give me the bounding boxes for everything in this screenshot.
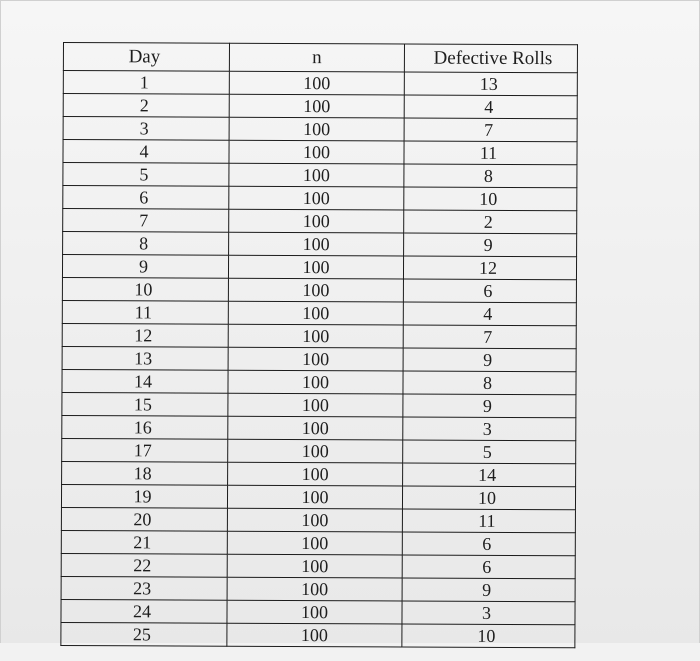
cell-day-value: 14 [133, 371, 153, 392]
cell-defective-rolls-value: 4 [484, 96, 494, 117]
cell-day-value: 13 [134, 348, 153, 369]
cell-defective-rolls-value: 9 [483, 349, 493, 370]
cell-n-value: 100 [301, 395, 329, 416]
cell-n [229, 232, 404, 256]
table-row [63, 140, 577, 165]
cell-day-value: 16 [133, 417, 152, 438]
table-row [61, 484, 575, 509]
cell-defective-rolls [403, 256, 576, 280]
cell-defective-rolls-value: 9 [482, 579, 492, 600]
column-header-defective-rolls-label: Defective Rolls [433, 47, 553, 69]
cell-n-value: 100 [300, 625, 328, 646]
table-row [61, 530, 575, 555]
cell-defective-rolls-value: 6 [482, 556, 492, 577]
cell-n [227, 531, 402, 555]
cell-day-value: 17 [133, 440, 152, 461]
cell-n-value: 100 [302, 349, 330, 370]
column-header-n [229, 43, 404, 72]
cell-day-value: 7 [139, 210, 149, 231]
cell-defective-rolls [402, 624, 575, 648]
cell-defective-rolls [402, 601, 575, 625]
table-row [63, 209, 577, 234]
table-row [63, 94, 577, 119]
cell-n [229, 140, 404, 164]
cell-defective-rolls [403, 417, 576, 441]
cell-n-value: 100 [302, 142, 331, 163]
cell-defective-rolls [403, 279, 576, 303]
table-header [63, 43, 577, 73]
cell-defective-rolls-value: 7 [483, 326, 493, 347]
cell-day [61, 484, 227, 508]
cell-day-value: 24 [132, 601, 152, 622]
cell-n-value: 100 [301, 372, 330, 393]
cell-defective-rolls [404, 233, 577, 257]
cell-n [228, 416, 403, 440]
table-row [61, 599, 575, 624]
cell-day-value: 3 [139, 118, 149, 139]
table-body [61, 71, 578, 648]
cell-n-value: 100 [300, 602, 329, 623]
cell-n [229, 94, 404, 118]
cell-defective-rolls [403, 394, 576, 418]
cell-defective-rolls [403, 302, 576, 326]
table-row [61, 507, 575, 532]
cell-defective-rolls-value: 3 [481, 602, 492, 623]
cell-n [228, 324, 403, 348]
cell-defective-rolls [404, 72, 577, 96]
cell-defective-rolls-value: 6 [483, 280, 493, 301]
cell-n-value: 100 [302, 211, 330, 232]
cell-day [62, 415, 228, 439]
cell-n-value: 100 [301, 533, 329, 554]
cell-defective-rolls [404, 210, 577, 234]
cell-day [61, 553, 227, 577]
cell-day [63, 163, 229, 187]
table-row [61, 622, 575, 647]
table-row [62, 369, 576, 394]
cell-day-value: 19 [133, 486, 152, 507]
table-row [63, 163, 577, 188]
cell-day [63, 71, 229, 95]
cell-day [63, 94, 229, 118]
cell-defective-rolls [402, 532, 575, 556]
table-row [62, 255, 576, 280]
cell-n-value: 100 [301, 556, 329, 577]
cell-defective-rolls [403, 463, 576, 487]
cell-day [62, 255, 228, 279]
cell-n-value: 100 [302, 303, 330, 324]
cell-defective-rolls-value: 4 [483, 303, 493, 324]
column-header-n-label: n [312, 46, 322, 68]
cell-n [227, 508, 402, 532]
cell-day-value: 9 [138, 256, 149, 277]
table-row [62, 461, 576, 486]
cell-n-value: 100 [302, 257, 330, 278]
cell-defective-rolls-value: 9 [482, 395, 492, 416]
cell-n [229, 117, 404, 141]
cell-n-value: 100 [301, 510, 329, 531]
table-row [62, 392, 576, 417]
cell-n-value: 100 [302, 280, 330, 301]
cell-day-value: 23 [133, 578, 152, 599]
cell-n-value: 100 [301, 418, 329, 439]
cell-defective-rolls [402, 578, 575, 602]
cell-n-value: 100 [303, 119, 331, 140]
cell-n [229, 209, 404, 233]
table-row [62, 415, 576, 440]
cell-day [61, 622, 227, 646]
cell-n-value: 100 [301, 464, 329, 485]
cell-day [62, 300, 228, 324]
cell-day [62, 369, 228, 393]
cell-n [227, 600, 402, 624]
cell-defective-rolls [404, 164, 577, 188]
cell-defective-rolls-value: 10 [477, 625, 496, 646]
cell-defective-rolls [402, 555, 575, 579]
cell-n-value: 100 [303, 96, 331, 117]
cell-defective-rolls-value: 8 [483, 165, 493, 186]
cell-day-value: 22 [133, 555, 152, 576]
cell-defective-rolls-value: 14 [478, 464, 497, 485]
cell-defective-rolls-value: 11 [479, 142, 498, 163]
table-row [63, 117, 577, 142]
cell-defective-rolls [404, 118, 577, 142]
cell-day-value: 20 [133, 509, 152, 530]
cell-day [62, 392, 228, 416]
cell-defective-rolls-value: 10 [479, 188, 498, 209]
cell-day [62, 346, 228, 370]
cell-n-value: 100 [302, 165, 330, 186]
cell-day-value: 25 [132, 624, 151, 645]
cell-defective-rolls [403, 348, 576, 372]
cell-defective-rolls [403, 440, 576, 464]
cell-defective-rolls-value: 3 [482, 418, 492, 439]
cell-n [228, 370, 403, 394]
column-header-day [63, 43, 229, 72]
table-row [63, 232, 577, 257]
cell-day-value: 15 [133, 394, 152, 415]
cell-day-value: 1 [139, 72, 149, 93]
cell-defective-rolls [404, 187, 577, 211]
table-row [63, 71, 577, 96]
cell-day [63, 140, 229, 164]
cell-defective-rolls-value: 2 [483, 211, 493, 232]
cell-n-value: 100 [302, 188, 330, 209]
cell-n-value: 100 [301, 579, 329, 600]
column-header-defective-rolls [404, 44, 577, 73]
cell-day [61, 599, 227, 623]
cell-n [229, 186, 404, 210]
table-row [63, 186, 577, 211]
cell-day-value: 5 [139, 164, 149, 185]
cell-day [62, 323, 228, 347]
table-row [62, 438, 576, 463]
cell-defective-rolls [403, 371, 576, 395]
cell-day [63, 117, 229, 141]
cell-defective-rolls-value: 7 [484, 119, 494, 140]
cell-day-value: 21 [133, 532, 152, 553]
cell-defective-rolls-value: 8 [482, 372, 493, 393]
cell-n [228, 439, 403, 463]
cell-defective-rolls [403, 325, 576, 349]
table-row [62, 300, 576, 325]
cell-n-value: 100 [302, 234, 330, 255]
cell-defective-rolls-value: 11 [478, 510, 496, 531]
cell-day [61, 530, 227, 554]
cell-n [227, 554, 402, 578]
cell-n [228, 393, 403, 417]
cell-n-value: 100 [302, 326, 330, 347]
cell-defective-rolls [402, 486, 575, 510]
cell-day-value: 10 [134, 279, 153, 300]
cell-day-value: 11 [134, 302, 153, 323]
table-row [61, 553, 575, 578]
cell-day-value: 12 [134, 325, 153, 346]
cell-defective-rolls-value: 6 [482, 533, 492, 554]
table-row [61, 576, 575, 601]
cell-day [62, 277, 228, 301]
cell-day [63, 232, 229, 256]
cell-n [229, 163, 404, 187]
cell-day [63, 209, 229, 233]
cell-n [228, 347, 403, 371]
cell-defective-rolls-value: 13 [479, 73, 498, 94]
cell-n [227, 623, 402, 647]
table-header-row [63, 43, 577, 73]
cell-defective-rolls [402, 509, 575, 533]
cell-n [228, 462, 403, 486]
cell-n [227, 485, 402, 509]
table-row [62, 323, 576, 348]
defective-rolls-table [60, 42, 578, 648]
cell-defective-rolls [404, 141, 577, 165]
cell-day-value: 18 [133, 463, 152, 484]
cell-defective-rolls-value: 9 [483, 234, 493, 255]
cell-day [63, 186, 229, 210]
cell-n [228, 278, 403, 302]
cell-defective-rolls-value: 10 [477, 487, 497, 508]
cell-defective-rolls [404, 95, 577, 119]
cell-n [228, 301, 403, 325]
cell-day-value: 8 [139, 233, 149, 254]
cell-n-value: 100 [301, 441, 329, 462]
cell-n [229, 71, 404, 95]
cell-day-value: 2 [139, 95, 149, 116]
cell-n [228, 255, 403, 279]
cell-n [227, 577, 402, 601]
cell-day-value: 6 [139, 187, 149, 208]
cell-defective-rolls-value: 12 [478, 257, 498, 278]
table-row [62, 346, 576, 371]
column-header-day-label: Day [128, 45, 161, 67]
cell-n-value: 100 [303, 73, 331, 94]
table-row [62, 277, 576, 302]
cell-n-value: 100 [301, 487, 329, 508]
cell-day-value: 4 [139, 141, 149, 162]
cell-defective-rolls-value: 5 [482, 441, 492, 462]
cell-day [62, 461, 228, 485]
cell-day [62, 438, 228, 462]
cell-day [61, 507, 227, 531]
cell-day [61, 576, 227, 600]
